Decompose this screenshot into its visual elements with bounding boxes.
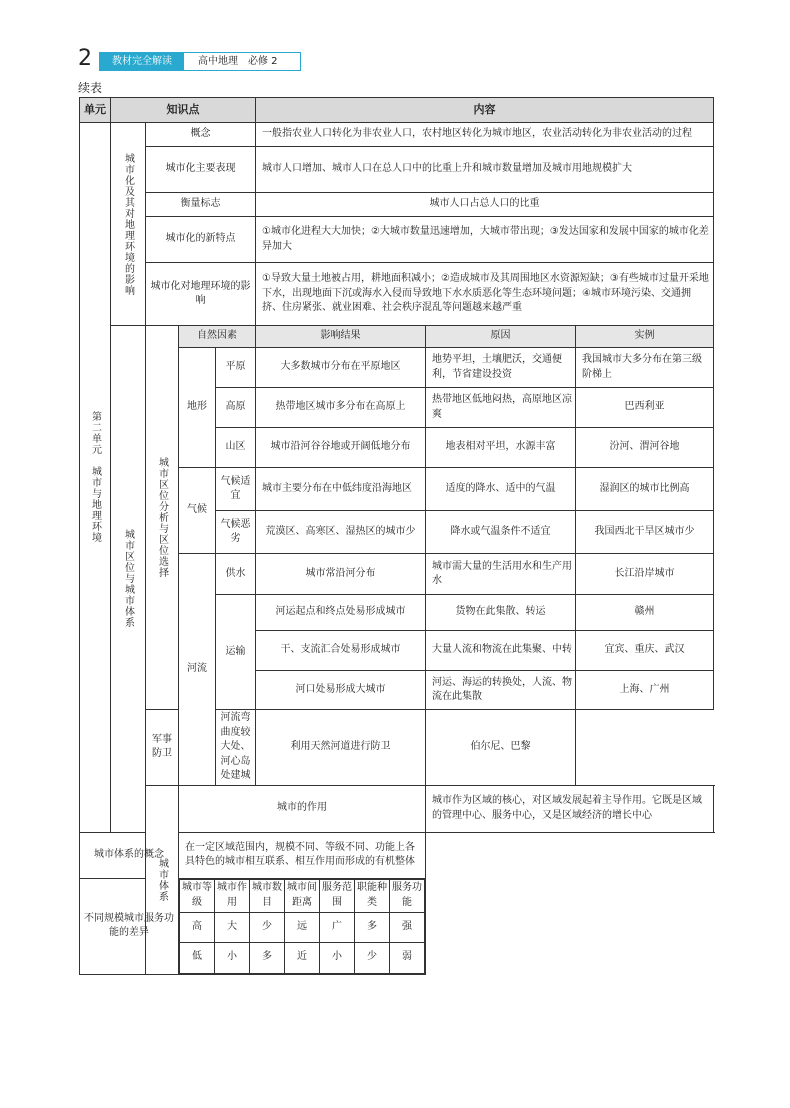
diff-cell: 弱 [390,942,425,973]
sub-factor: 供水 [216,554,256,595]
diff-header-row [180,879,425,912]
reason-cell: 河运、海运的转换处，人流、物流在此集散 [426,671,576,710]
result-cell: 城市常沿河分布 [256,554,426,595]
group2-cell [111,326,146,833]
system-title: 城市体系 [156,857,168,902]
diff-cell: 小 [215,942,250,973]
diff-cell: 广 [320,912,355,942]
example-cell: 我国城市大多分布在第三级阶梯上 [576,348,714,388]
reason-cell: 地势平坦，土壤肥沃，交通便利，节省建设投资 [426,348,576,388]
result-cell: 河运起点和终点处易形成城市 [256,595,426,631]
diff-subtable-cell [179,878,426,974]
sub-factor: 平原 [216,348,256,388]
content-cell: ①城市化进程大大加快；②大城市数量迅速增加，大城市带出现；③发达国家和发展中国家的城市化差异加大 [256,217,714,263]
sub-factor: 气候恶劣 [216,511,256,554]
example-cell: 赣州 [576,595,714,631]
diff-cell: 少 [355,942,390,973]
knowledge-point: 城市体系的概念 [80,832,179,878]
diff-header: 服务功能 [390,879,425,912]
diff-header: 城市数目 [250,879,285,912]
knowledge-point: 城市化对地理环境的影响 [146,263,256,326]
table-row [80,263,714,326]
result-cell: 干、支流汇合处易形成城市 [256,631,426,671]
knowledge-point: 城市化的新特点 [146,217,256,263]
knowledge-point: 衡量标志 [146,193,256,217]
table-row [80,785,714,832]
location-header-row [80,326,714,348]
col-result: 影响结果 [256,326,426,348]
table-row [80,832,714,878]
group2-title: 城市区位与城市体系 [122,529,134,629]
group1-cell [111,123,146,326]
unit-title: 第二单元 城市与地理环境 [89,411,101,544]
table-row [80,193,714,217]
sub-factor: 山区 [216,428,256,468]
reason-cell: 城市需大量的生活用水和生产用水 [426,554,576,595]
reason-cell: 大量人流和物流在此集聚、中转 [426,631,576,671]
example-cell: 长江沿岸城市 [576,554,714,595]
table-row [80,878,714,974]
result-cell: 河口处易形成大城市 [256,671,426,710]
reason-cell: 利用天然河道进行防卫 [256,710,426,786]
sub-factor: 气候适宜 [216,468,256,511]
result-cell: 城市主要分布在中低纬度沿海地区 [256,468,426,511]
example-cell: 巴西利亚 [576,388,714,428]
reason-cell: 热带地区低地闷热，高原地区凉爽 [426,388,576,428]
reason-cell: 货物在此集散、转运 [426,595,576,631]
col-reason: 原因 [426,326,576,348]
diff-cell: 高 [180,912,215,942]
result-cell: 荒漠区、高寒区、湿热区的城市少 [256,511,426,554]
knowledge-table [79,97,714,975]
series-label: 教材完全解读 [100,53,184,70]
diff-header: 城市作用 [215,879,250,912]
diff-high-row [180,912,425,942]
continued-label: 续表 [78,81,103,95]
unit-cell [80,123,111,833]
example-cell: 上海、广州 [576,671,714,710]
example-cell: 湿润区的城市比例高 [576,468,714,511]
sub-factor: 运输 [216,595,256,710]
diff-subtable [179,879,425,974]
location-cell [146,326,179,710]
table-row [80,123,714,147]
diff-header: 服务范围 [320,879,355,912]
example-cell: 伯尔尼、巴黎 [426,710,576,786]
col-example: 实例 [576,326,714,348]
header-banner [99,52,301,71]
content-cell: 城市人口占总人口的比重 [256,193,714,217]
diff-low-row [180,942,425,973]
result-cell: 热带地区城市多分布在高原上 [256,388,426,428]
diff-cell: 小 [320,942,355,973]
example-cell: 汾河、渭河谷地 [576,428,714,468]
book-label: 高中地理 必修 2 [198,56,278,67]
diff-header: 城市间距离 [285,879,320,912]
table-header-row [80,98,714,123]
diff-cell: 远 [285,912,320,942]
knowledge-point: 不同规模城市服务功能的差异 [80,878,179,974]
table-row [80,710,714,786]
content-cell: 一般指农业人口转化为非农业人口，农村地区转化为城市地区，农业活动转化为非农业活动的过程 [256,123,714,147]
climate-label: 气候 [179,468,216,554]
content-cell: 城市人口增加、城市人口在总人口中的比重上升和城市数量增加及城市用地规模扩大 [256,147,714,193]
knowledge-point: 城市的作用 [179,785,426,832]
reason-cell: 降水或气温条件不适宜 [426,511,576,554]
page-number: 2 [78,46,92,71]
diff-cell: 大 [215,912,250,942]
diff-cell: 多 [250,942,285,973]
group1-title: 城市化及其对地理环境的影响 [122,152,134,296]
knowledge-point: 概念 [146,123,256,147]
header-unit: 单元 [80,98,111,123]
result-cell: 城市沿河谷谷地或开阔低地分布 [256,428,426,468]
knowledge-point: 城市化主要表现 [146,147,256,193]
content-cell: ①导致大量土地被占用，耕地面积减小；②造成城市及其周围地区水资源短缺；③有些城市过量开采地下水，出现地面下沉或海水入侵而导致地下水水质恶化等生态环境问题；④城市环境污染、交通拥挤、住房紧张、就业困难、社会秩序混乱等问题越来越严重 [256,263,714,326]
diff-cell: 少 [250,912,285,942]
location-title: 城市区位分析与区位选择 [156,457,168,578]
sub-factor: 军事防卫 [146,710,179,786]
terrain-label: 地形 [179,348,216,468]
table-row [80,217,714,263]
diff-header: 职能种类 [355,879,390,912]
result-cell: 河流弯曲度较大处、河心岛处建城 [216,710,256,786]
reason-cell: 适度的降水、适中的气温 [426,468,576,511]
col-natural-factor: 自然因素 [179,326,256,348]
diff-cell: 多 [355,912,390,942]
result-cell: 大多数城市分布在平原地区 [256,348,426,388]
diff-header: 城市等级 [180,879,215,912]
diff-cell: 低 [180,942,215,973]
example-cell: 宜宾、重庆、武汉 [576,631,714,671]
content-cell: 在一定区域范围内，规模不同、等级不同、功能上各具特色的城市相互联系、相互作用而形成的有机整体 [179,832,426,878]
reason-cell: 地表相对平坦，水源丰富 [426,428,576,468]
diff-cell: 近 [285,942,320,973]
content-cell: 城市作为区域的核心，对区域发展起着主导作用。它既是区域的管理中心、服务中心，又是区域经济的增长中心 [426,785,714,832]
diff-cell: 强 [390,912,425,942]
sub-factor: 高原 [216,388,256,428]
header-content: 内容 [256,98,714,123]
example-cell: 我国西北干旱区城市少 [576,511,714,554]
header-knowledge: 知识点 [111,98,256,123]
table-row [80,147,714,193]
river-label: 河流 [179,554,216,786]
